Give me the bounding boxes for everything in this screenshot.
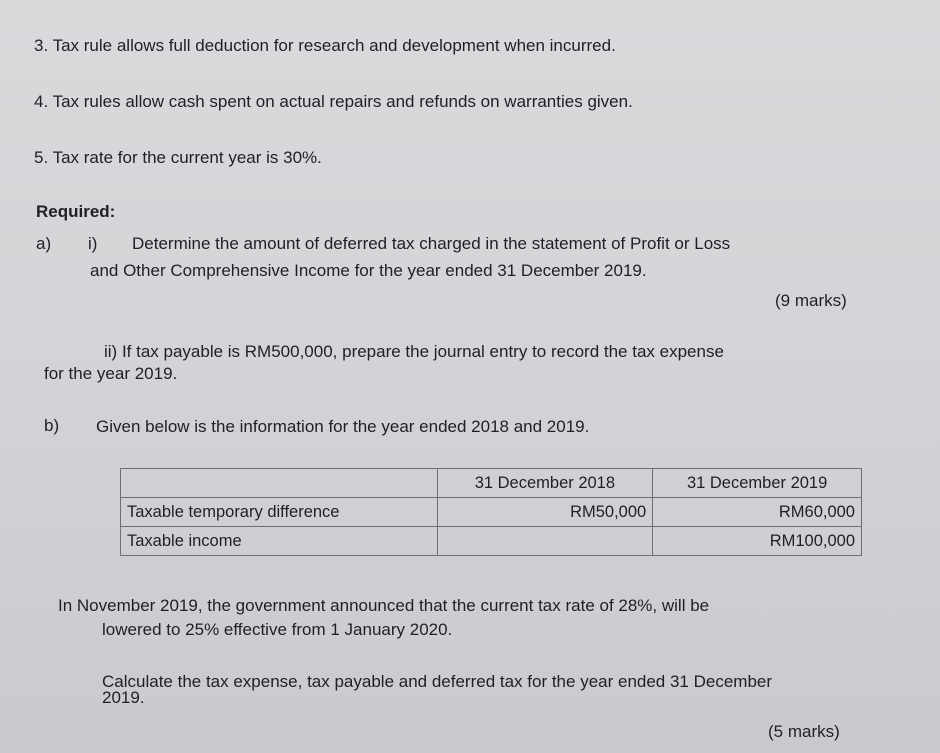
table-header-row bbox=[121, 469, 862, 498]
required-heading: Required: bbox=[36, 202, 116, 221]
calculate-line2: 2019. bbox=[102, 688, 145, 707]
part-a-i-line1: Determine the amount of deferred tax charged in the statement of Profit or Loss bbox=[132, 234, 731, 253]
announcement-line1: In November 2019, the government announced that the current tax rate of 28%, will be bbox=[58, 596, 710, 615]
part-b-text: Given below is the information for the year ended 2018 and 2019. bbox=[96, 417, 590, 436]
row-label-taxable-income: Taxable income bbox=[121, 527, 438, 556]
cell-taxable-income-2019: RM100,000 bbox=[653, 527, 862, 556]
calculate-line1: Calculate the tax expense, tax payable and deferred tax for the year ended 31 December bbox=[102, 672, 773, 691]
part-b-label: b) bbox=[44, 416, 60, 435]
table-row bbox=[121, 498, 862, 527]
part-a-ii-line2: for the year 2019. bbox=[44, 364, 178, 383]
item-5: 5. Tax rate for the current year is 30%. bbox=[34, 148, 322, 167]
item-3: 3. Tax rule allows full deduction for research and development when incurred. bbox=[34, 36, 616, 55]
part-a-label: a) bbox=[36, 234, 52, 253]
part-a-i-line2: and Other Comprehensive Income for the year ended 31 December 2019. bbox=[90, 261, 647, 280]
cell-temporary-difference-2019: RM60,000 bbox=[653, 498, 862, 527]
part-a-ii-line1: ii) If tax payable is RM500,000, prepare the journal entry to record the tax expense bbox=[104, 342, 724, 361]
table-header-blank bbox=[121, 469, 438, 498]
tax-info-table bbox=[120, 468, 862, 556]
cell-temporary-difference-2018: RM50,000 bbox=[437, 498, 653, 527]
part-a-i-label: i) bbox=[88, 234, 98, 253]
item-4: 4. Tax rules allow cash spent on actual repairs and refunds on warranties given. bbox=[34, 92, 633, 111]
table-header-2018: 31 December 2018 bbox=[437, 469, 653, 498]
row-label-temporary-difference: Taxable temporary difference bbox=[121, 498, 438, 527]
table-row bbox=[121, 527, 862, 556]
part-b-marks: (5 marks) bbox=[768, 722, 840, 741]
announcement-line2: lowered to 25% effective from 1 January 2020. bbox=[102, 620, 453, 639]
cell-taxable-income-2018 bbox=[437, 527, 653, 556]
part-a-i-marks: (9 marks) bbox=[775, 291, 847, 310]
table-header-2019: 31 December 2019 bbox=[653, 469, 862, 498]
